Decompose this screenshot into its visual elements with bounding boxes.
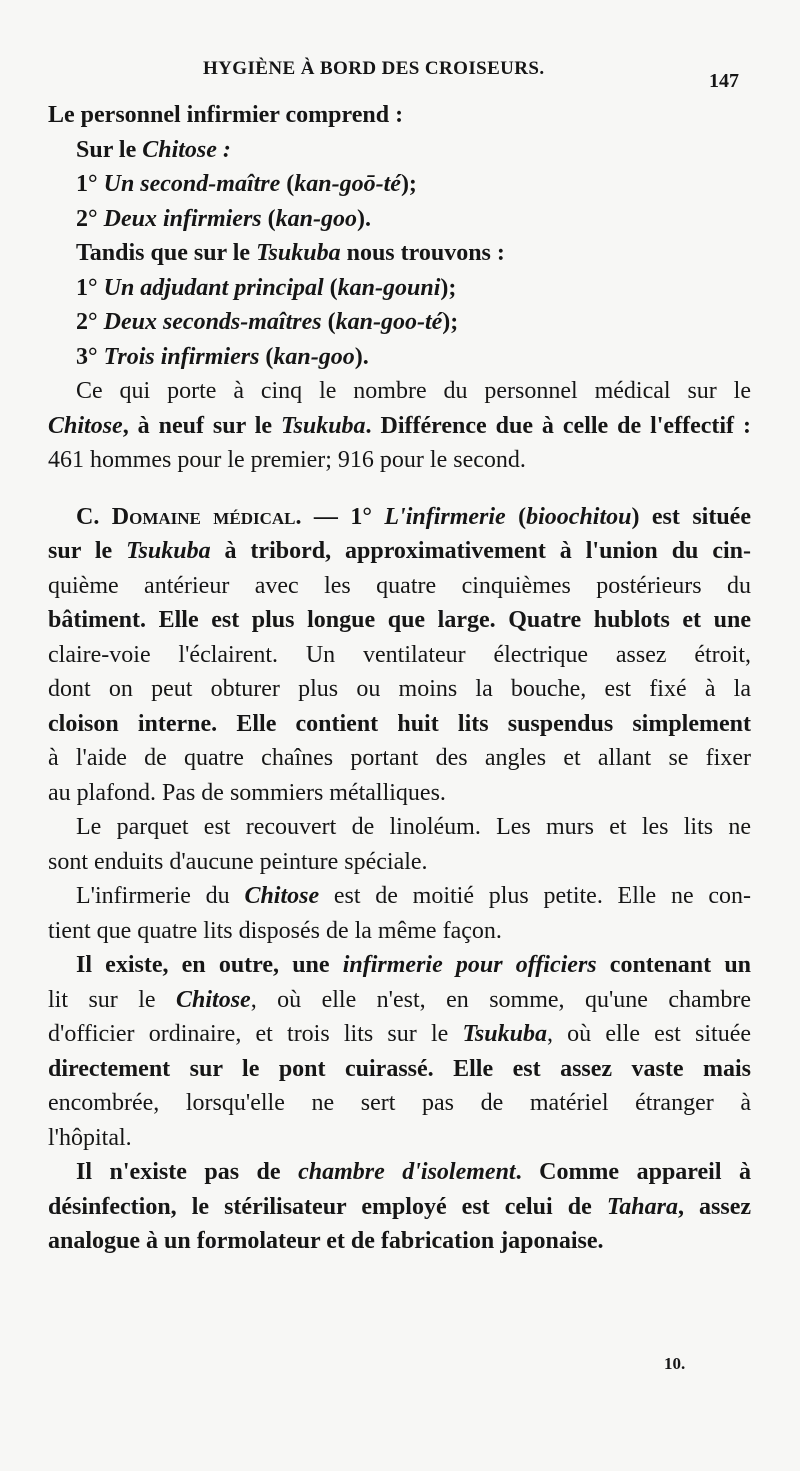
text-line [48, 409, 751, 444]
section-letter: C. [76, 503, 112, 530]
paren: ( [505, 503, 527, 530]
text-line: encombrée, lorsqu'elle ne sert pas de matériel étranger à [48, 1090, 751, 1116]
paren: ( [259, 343, 274, 370]
term: infirmerie pour officiers [342, 952, 597, 978]
list-text: Deux seconds-maîtres [103, 309, 322, 335]
text-line [48, 98, 751, 133]
line-text: L'infirmerie du [76, 883, 245, 909]
japanese-term: kan-goō-té [294, 171, 401, 197]
running-title: HYGIÈNE À BORD DES CROISEURS. [203, 58, 545, 79]
line-text: ) est située [631, 503, 751, 530]
list-item [48, 340, 751, 375]
page-body [48, 98, 751, 1259]
line-text: — 1° [301, 503, 385, 530]
section-title: Domaine médical. [111, 503, 302, 530]
text-line: dont on peut obturer plus ou moins la bouche, est fixé à la [48, 676, 751, 702]
proper-name: Tahara [606, 1193, 678, 1220]
text-line: tient que quatre lits disposés de la même façon. [48, 917, 502, 944]
text-line: au plafond. Pas de sommiers métalliques. [48, 779, 446, 806]
list-item [48, 167, 751, 202]
text-line: directement sur le pont cuirassé. Elle est assez vaste mais [48, 1055, 751, 1082]
list-item [48, 305, 751, 340]
japanese-term: kan-goo [275, 205, 357, 232]
line-text: sur le [48, 538, 127, 564]
text-line: Ce qui porte à cinq le nombre du personnel médical sur le [76, 378, 751, 404]
line-text: , à neuf sur le [122, 412, 282, 439]
ship-name: Tsukuba [462, 1021, 547, 1047]
line-text: Il n'existe pas de [76, 1159, 299, 1185]
ship-name: Chitose [176, 986, 251, 1013]
paren: ); [400, 171, 417, 197]
paragraph-gap [48, 478, 751, 500]
ship-name: Chitose [244, 883, 320, 909]
text-line: Le parquet est recouvert de linoléum. Les murs et les lits ne [76, 814, 751, 840]
paren: ( [323, 274, 338, 301]
line-text: Tandis que sur le [76, 240, 257, 266]
line-text: lit sur le [48, 986, 176, 1013]
line-text: à tribord, approximativement à l'union du cin- [210, 538, 751, 564]
list-number: 1° [76, 171, 104, 197]
paren: ); [440, 274, 457, 301]
text-line [48, 534, 751, 569]
term: chambre d'isolement [298, 1159, 516, 1185]
ship-name: Tsukuba [281, 412, 366, 439]
paren: ( [280, 171, 295, 197]
text-line: à l'aide de quatre chaînes portant des angles et allant se fixer [48, 745, 751, 771]
text-line [48, 133, 751, 168]
line-text: . Différence due à celle de l'effectif : [365, 412, 751, 439]
list-text: Deux infirmiers [103, 205, 262, 232]
line-text: contenant un [596, 952, 751, 978]
text-line: claire-voie l'éclairent. Un ventilateur électrique assez étroit, [48, 641, 751, 668]
text-line [48, 1155, 751, 1190]
list-number: 2° [76, 309, 104, 335]
line-text: , assez [677, 1193, 751, 1220]
line-text: Le personnel infirmier comprend : [48, 102, 404, 128]
line-text: Sur le [76, 136, 143, 163]
text-line: bâtiment. Elle est plus longue que large. Quatre hublots et une [48, 607, 751, 633]
paren: ( [321, 309, 336, 335]
ship-name: Chitose [48, 412, 123, 439]
paren: ( [261, 205, 276, 232]
term: L'infirmerie [384, 503, 506, 530]
list-text: Un adjudant principal [103, 274, 324, 301]
line-text: d'officier ordinaire, et trois lits sur le [48, 1021, 463, 1047]
japanese-term: bioochitou [526, 503, 632, 530]
list-text: Un second-maître [103, 171, 281, 197]
line-text: , où elle n'est, en somme, qu'une chambre [250, 986, 751, 1013]
text-line [48, 983, 751, 1018]
text-line [48, 1190, 751, 1225]
paren: ). [356, 205, 371, 232]
line-text: désinfection, le stérilisateur employé est celui de [48, 1193, 607, 1220]
line-text: , où elle est située [546, 1021, 751, 1047]
text-line: analogue à un formolateur et de fabrication japonaise. [48, 1228, 604, 1254]
paren: ). [354, 343, 369, 370]
list-number: 3° [76, 343, 104, 370]
text-line [48, 879, 751, 914]
text-line: sont enduits d'aucune peinture spéciale. [48, 848, 428, 875]
text-line [48, 236, 751, 271]
page-number: 147 [709, 70, 739, 92]
text-line: cloison interne. Elle contient huit lits suspendus simplement [48, 710, 751, 737]
list-item [48, 202, 751, 237]
ship-name: Chitose : [142, 136, 231, 163]
list-text: Trois infirmiers [103, 343, 260, 370]
text-line: 461 hommes pour le premier; 916 pour le second. [48, 447, 526, 473]
line-text: Il existe, en outre, une [76, 952, 343, 978]
line-text: est de moitié plus petite. Elle ne con- [319, 883, 751, 909]
text-line [48, 1017, 751, 1052]
text-line: quième antérieur avec les quatre cinquièmes postérieurs du [48, 572, 751, 599]
text-line [48, 948, 751, 983]
list-number: 2° [76, 205, 104, 232]
ship-name: Tsukuba [126, 538, 211, 564]
list-item [48, 271, 751, 306]
section-heading-line [48, 500, 751, 535]
japanese-term: kan-goo-té [335, 309, 443, 335]
line-text: . Comme appareil à [515, 1159, 751, 1185]
ship-name: Tsukuba [256, 240, 341, 266]
japanese-term: kan-gouni [337, 274, 441, 301]
paren: ); [442, 309, 459, 335]
line-text: nous trouvons : [340, 240, 505, 266]
signature-mark: 10. [664, 1354, 686, 1373]
japanese-term: kan-goo [273, 343, 355, 370]
text-line: l'hôpital. [48, 1124, 132, 1151]
list-number: 1° [76, 274, 104, 301]
